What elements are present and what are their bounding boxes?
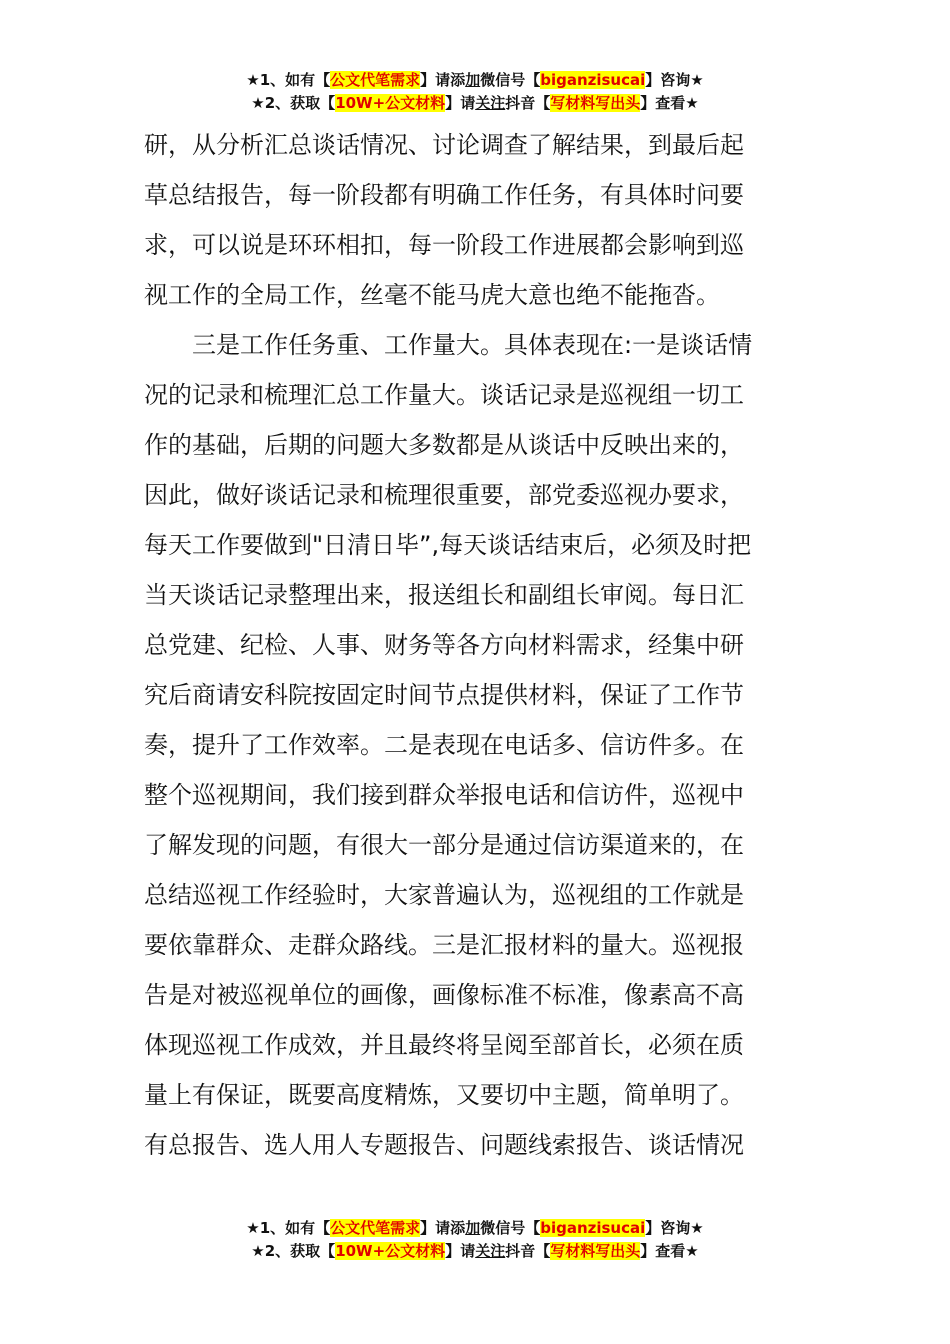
footer-banner (0, 1217, 950, 1263)
body-line: 体现巡视工作成效，并且最终将呈阅至部首长，必须在质 (144, 1031, 744, 1059)
banner-line-2 (0, 1240, 950, 1263)
banner-text-underlined: 关注 (475, 1242, 506, 1260)
banner-text: 】请添 (420, 71, 466, 89)
body-line: 作的基础，后期的问题大多数都是从谈话中反映出来的， (144, 431, 744, 459)
banner-highlight-service: 公文代笔需求 (330, 1219, 421, 1237)
body-line: 告是对被巡视单位的画像，画像标准不标准，像素高不高 (144, 981, 744, 1009)
banner-text: 】查看★ (640, 1242, 699, 1260)
banner-text-underlined: 加 (465, 1219, 481, 1237)
banner-highlight-douyin: 写材料写出头 (550, 1242, 641, 1260)
body-line: 整个巡视期间，我们接到群众举报电话和信访件，巡视中 (144, 781, 744, 809)
document-body (144, 120, 814, 1170)
banner-text: ★1、如有【 (246, 1219, 331, 1237)
body-line: 量上有保证，既要高度精炼，又要切中主题，简单明了。 (144, 1081, 744, 1109)
banner-highlight-wechat-id: biganzisucai (540, 71, 646, 89)
banner-text: 】咨询★ (645, 71, 704, 89)
body-line: 研，从分析汇总谈话情况、讨论调查了解结果，到最后起 (144, 131, 744, 159)
body-line: 草总结报告，每一阶段都有明确工作任务，有具体时问要 (144, 181, 744, 209)
body-line: 有总报告、选人用人专题报告、问题线索报告、谈话情况 (144, 1131, 744, 1159)
body-line: 要依靠群众、走群众路线。三是汇报材料的量大。巡视报 (144, 931, 744, 959)
body-line: 奏，提升了工作效率。二是表现在电话多、信访件多。在 (144, 731, 744, 759)
banner-text: 】请添 (420, 1219, 466, 1237)
header-banner (0, 69, 950, 115)
banner-highlight-service: 公文代笔需求 (330, 71, 421, 89)
body-line: 视工作的全局工作，丝毫不能马虎大意也绝不能拖沓。 (144, 281, 720, 309)
body-line: 三是工作任务重、工作量大。具体表现在:一是谈话情 (144, 331, 753, 359)
banner-highlight-materials: 10W+公文材料 (335, 94, 446, 112)
banner-text: 】查看★ (640, 94, 699, 112)
banner-text: 微信号【 (480, 71, 541, 89)
body-line: 当天谈话记录整理出来，报送组长和副组长审阅。每日汇 (144, 581, 744, 609)
banner-highlight-douyin: 写材料写出头 (550, 94, 641, 112)
banner-line-2 (0, 92, 950, 115)
body-line: 了解发现的问题，有很大一部分是通过信访渠道来的，在 (144, 831, 744, 859)
body-line: 每天工作要做到"日清日毕”,每天谈话结束后，必须及时把 (144, 531, 752, 559)
banner-text: ★2、获取【 (251, 94, 336, 112)
banner-text-underlined: 加 (465, 71, 481, 89)
banner-line-1 (0, 69, 950, 92)
banner-highlight-wechat-id: biganzisucai (540, 1219, 646, 1237)
banner-text: 微信号【 (480, 1219, 541, 1237)
banner-text: ★1、如有【 (246, 71, 331, 89)
banner-text: 】请 (445, 1242, 476, 1260)
banner-text: 抖音【 (505, 1242, 551, 1260)
body-line: 总结巡视工作经验时，大家普遍认为，巡视组的工作就是 (144, 881, 744, 909)
body-line: 总党建、纪检、人事、财务等各方向材料需求，经集中研 (144, 631, 744, 659)
banner-text: 】请 (445, 94, 476, 112)
body-line: 求，可以说是环环相扣，每一阶段工作进展都会影响到巡 (144, 231, 744, 259)
banner-text-underlined: 关注 (475, 94, 506, 112)
body-line: 况的记录和梳理汇总工作量大。谈话记录是巡视组一切工 (144, 381, 744, 409)
banner-text: 抖音【 (505, 94, 551, 112)
body-line: 究后商请安科院按固定时间节点提供材料，保证了工作节 (144, 681, 744, 709)
banner-text: 】咨询★ (645, 1219, 704, 1237)
body-line: 因此，做好谈话记录和梳理很重要，部党委巡视办要求， (144, 481, 744, 509)
banner-highlight-materials: 10W+公文材料 (335, 1242, 446, 1260)
banner-line-1 (0, 1217, 950, 1240)
banner-text: ★2、获取【 (251, 1242, 336, 1260)
